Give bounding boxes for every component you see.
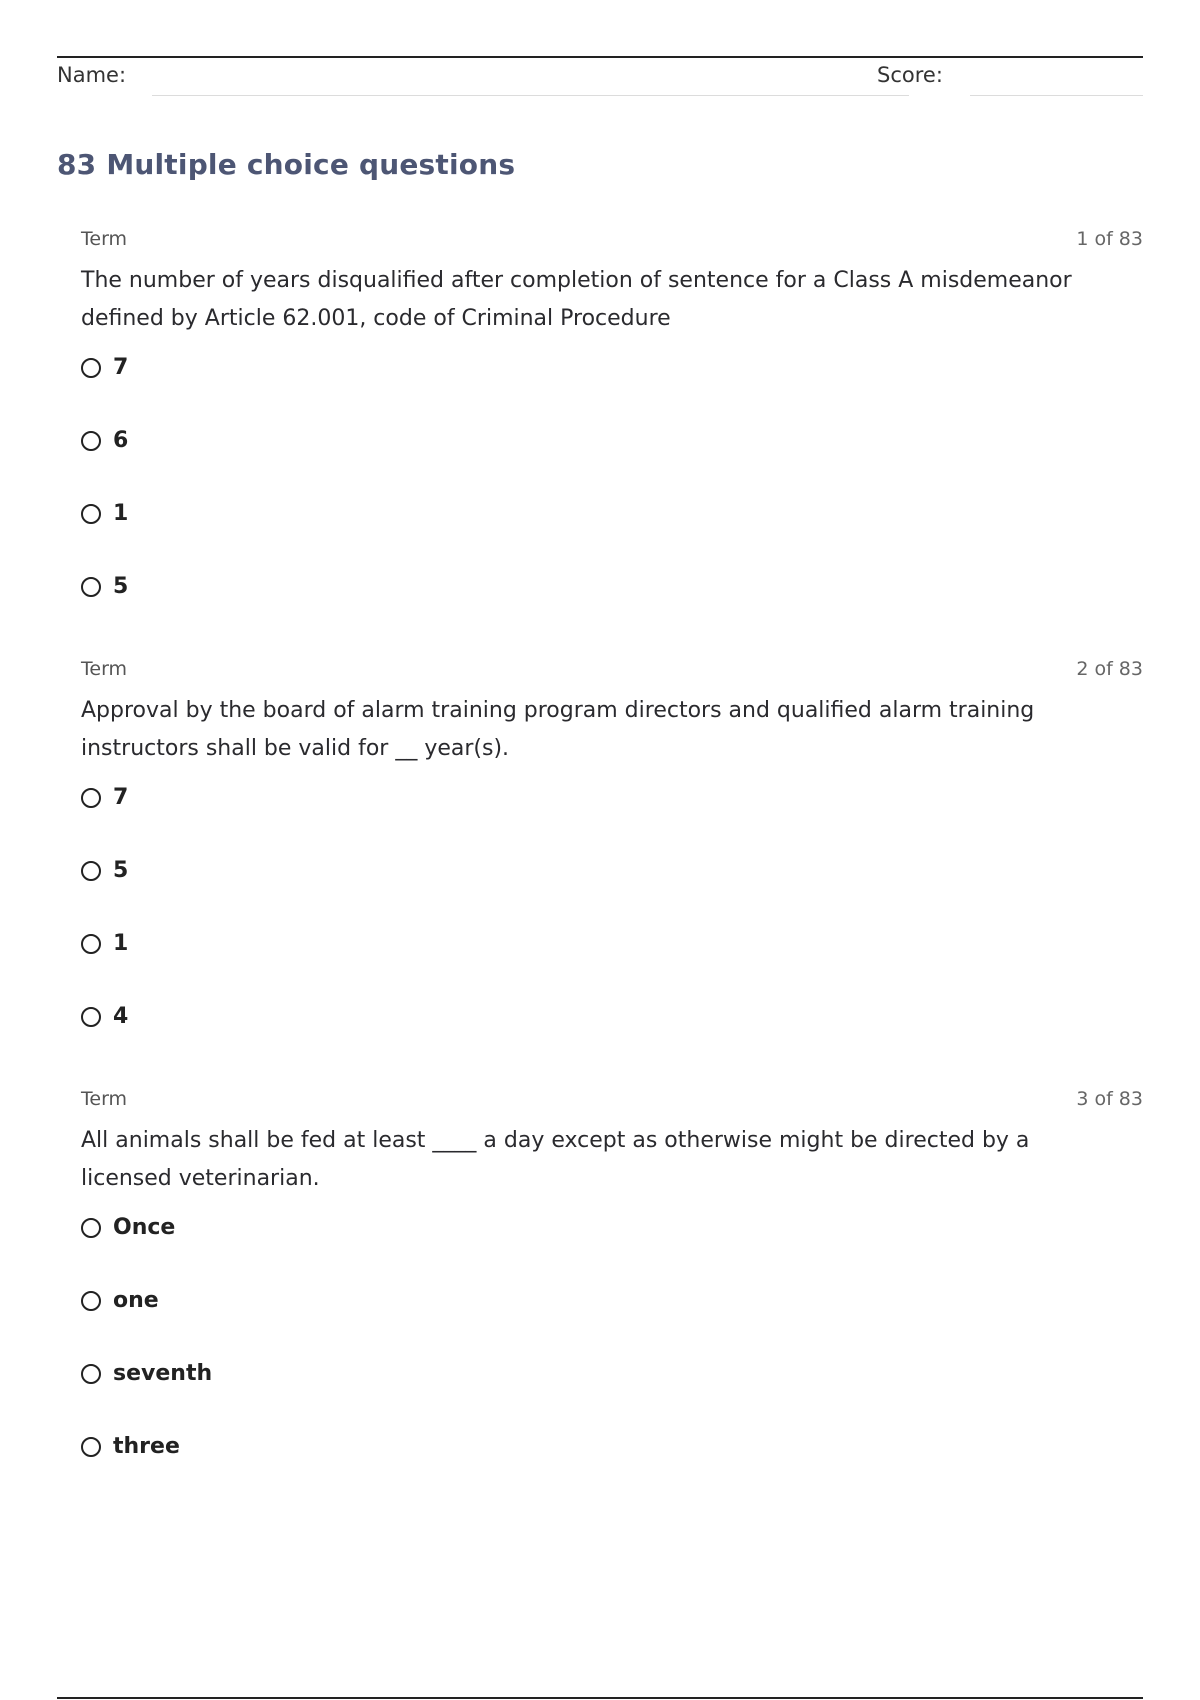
answer-option[interactable] [81, 1435, 1143, 1508]
name-field[interactable] [152, 95, 909, 96]
answer-option-label: Once [113, 1215, 176, 1240]
question-counter: 1 of 83 [1076, 228, 1143, 250]
answer-option-label: three [113, 1434, 180, 1459]
answer-option-label: 7 [113, 785, 129, 810]
answer-option-label: 4 [113, 1004, 129, 1029]
question-text: Approval by the board of alarm training program directors and qualified alarm training instructors shall be valid for __ year(s). [81, 698, 1035, 761]
radio-circle-icon[interactable] [81, 358, 101, 378]
answer-option[interactable] [81, 575, 1143, 648]
bottom-divider [57, 1697, 1143, 1699]
answer-option[interactable] [81, 1289, 1143, 1362]
radio-circle-icon[interactable] [81, 1437, 101, 1457]
score-label: Score: [877, 63, 943, 87]
answer-option-label: 5 [113, 858, 129, 883]
question-header [81, 1088, 1143, 1114]
score-field[interactable] [970, 95, 1143, 96]
answer-option-label: 1 [113, 501, 129, 526]
question-card [81, 1088, 1143, 1508]
question-card [81, 228, 1143, 648]
question-header [81, 658, 1143, 684]
question-text: The number of years disqualified after completion of sentence for a Class A misdemeanor defined by Article 62.001, code of Criminal Procedure [81, 268, 1072, 331]
question-type-label: Term [81, 658, 128, 680]
radio-circle-icon[interactable] [81, 861, 101, 881]
question-type-label: Term [81, 228, 128, 250]
page-title: 83 Multiple choice questions [57, 148, 516, 181]
answer-option-label: 5 [113, 574, 129, 599]
radio-circle-icon[interactable] [81, 1364, 101, 1384]
radio-circle-icon[interactable] [81, 1291, 101, 1311]
question-counter: 2 of 83 [1076, 658, 1143, 680]
answer-option[interactable] [81, 429, 1143, 502]
question-counter: 3 of 83 [1076, 1088, 1143, 1110]
radio-circle-icon[interactable] [81, 1218, 101, 1238]
answer-option-label: 1 [113, 931, 129, 956]
answer-option-label: seventh [113, 1361, 213, 1386]
answer-option[interactable] [81, 786, 1143, 859]
answer-option-label: 6 [113, 428, 129, 453]
answer-option-label: one [113, 1288, 159, 1313]
question-card [81, 658, 1143, 1078]
answer-option[interactable] [81, 356, 1143, 429]
quiz-page [57, 0, 1143, 1700]
answer-option[interactable] [81, 1216, 1143, 1289]
radio-circle-icon[interactable] [81, 504, 101, 524]
radio-circle-icon[interactable] [81, 431, 101, 451]
radio-circle-icon[interactable] [81, 1007, 101, 1027]
question-type-label: Term [81, 1088, 128, 1110]
radio-circle-icon[interactable] [81, 788, 101, 808]
answer-options [81, 356, 1143, 648]
name-label: Name: [57, 63, 127, 87]
answer-option[interactable] [81, 859, 1143, 932]
question-header [81, 228, 1143, 254]
answer-option-label: 7 [113, 355, 129, 380]
answer-option[interactable] [81, 1362, 1143, 1435]
answer-option[interactable] [81, 502, 1143, 575]
answer-option[interactable] [81, 932, 1143, 1005]
answer-options [81, 786, 1143, 1078]
radio-circle-icon[interactable] [81, 577, 101, 597]
answer-option[interactable] [81, 1005, 1143, 1078]
top-divider [57, 56, 1143, 58]
radio-circle-icon[interactable] [81, 934, 101, 954]
answer-options [81, 1216, 1143, 1508]
question-text: All animals shall be fed at least ____ a day except as otherwise might be directed by a licensed veterinarian. [81, 1128, 1030, 1191]
